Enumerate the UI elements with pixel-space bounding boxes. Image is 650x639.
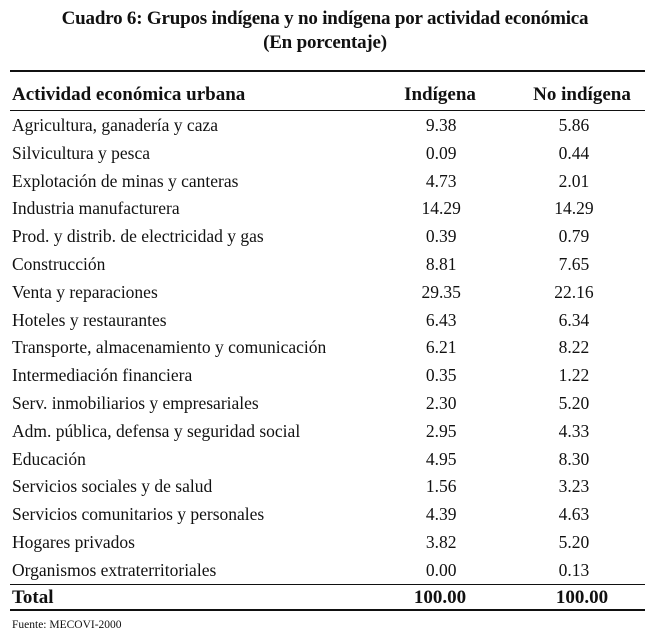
indigenous-cell: 4.73 <box>425 170 457 191</box>
non-indigenous-cell: 7.65 <box>558 253 590 274</box>
table-row <box>10 418 645 446</box>
activity-cell: Servicios sociales y de salud <box>12 476 213 497</box>
non-indigenous-cell: 5.20 <box>558 531 590 552</box>
non-indigenous-cell: 4.63 <box>558 504 590 525</box>
header-indigenous: Indígena <box>404 84 476 105</box>
non-indigenous-cell: 2.01 <box>558 170 590 191</box>
indigenous-cell: 6.43 <box>425 309 457 330</box>
table-title: Cuadro 6: Grupos indígena y no indígena por actividad económica <box>61 8 589 29</box>
activity-cell: Prod. y distrib. de electricidad y gas <box>12 226 264 247</box>
non-indigenous-cell: 6.34 <box>558 309 590 330</box>
top-rule <box>10 70 645 72</box>
table-row <box>10 168 645 196</box>
indigenous-cell: 0.00 <box>425 559 457 580</box>
header-rule <box>10 110 645 111</box>
indigenous-cell: 0.09 <box>425 142 457 163</box>
total-non-indigenous: 100.00 <box>555 587 609 608</box>
header-non-indigenous: No indígena <box>533 84 631 105</box>
non-indigenous-cell: 22.16 <box>554 281 594 302</box>
non-indigenous-cell: 1.22 <box>558 365 590 386</box>
activity-cell: Construcción <box>12 253 106 274</box>
activity-cell: Servicios comunitarios y personales <box>12 504 265 525</box>
table-row <box>10 473 645 501</box>
source-note: Fuente: MECOVI-2000 <box>12 619 122 631</box>
table-row <box>10 140 645 168</box>
indigenous-cell: 0.35 <box>425 365 457 386</box>
indigenous-cell: 3.82 <box>425 531 457 552</box>
activity-cell: Adm. pública, defensa y seguridad social <box>12 420 301 441</box>
indigenous-cell: 8.81 <box>425 253 457 274</box>
indigenous-cell: 2.30 <box>425 392 457 413</box>
activity-cell: Silvicultura y pesca <box>12 142 151 163</box>
non-indigenous-cell: 5.20 <box>558 392 590 413</box>
activity-cell: Agricultura, ganadería y caza <box>12 115 218 135</box>
table-row <box>10 223 645 251</box>
non-indigenous-cell: 14.29 <box>554 198 594 219</box>
table-row <box>10 390 645 418</box>
activity-cell: Educación <box>12 448 86 469</box>
indigenous-cell: 6.21 <box>425 337 457 358</box>
table-subtitle: (En porcentaje) <box>263 32 387 53</box>
table-row <box>10 446 645 474</box>
indigenous-cell: 4.95 <box>425 448 457 469</box>
bottom-rule <box>10 609 645 611</box>
total-rule <box>10 584 645 585</box>
non-indigenous-cell: 8.22 <box>558 337 590 358</box>
non-indigenous-cell: 0.13 <box>558 559 590 580</box>
indigenous-cell: 0.39 <box>425 226 457 247</box>
indigenous-cell: 2.95 <box>425 420 457 441</box>
indigenous-cell: 14.29 <box>421 198 461 219</box>
activity-cell: Hoteles y restaurantes <box>12 309 167 330</box>
table-row <box>10 501 645 529</box>
activity-cell: Explotación de minas y canteras <box>12 170 239 191</box>
total-indigenous: 100.00 <box>413 587 467 608</box>
non-indigenous-cell: 8.30 <box>558 448 590 469</box>
indigenous-cell: 29.35 <box>421 281 461 302</box>
activity-cell: Industria manufacturera <box>12 198 180 219</box>
activity-cell: Hogares privados <box>12 531 135 552</box>
activity-cell: Intermediación financiera <box>12 365 193 386</box>
total-label: Total <box>12 587 54 608</box>
activity-cell: Venta y reparaciones <box>12 281 158 302</box>
table-row <box>10 195 645 223</box>
indigenous-cell: 4.39 <box>425 504 457 525</box>
indigenous-cell: 1.56 <box>425 476 457 497</box>
table-row <box>10 307 645 335</box>
table-body <box>10 112 645 585</box>
data-table <box>10 112 645 585</box>
header-activity: Actividad económica urbana <box>12 84 246 105</box>
indigenous-cell: 9.38 <box>425 115 457 135</box>
non-indigenous-cell: 3.23 <box>558 476 590 497</box>
table-row <box>10 279 645 307</box>
activity-cell: Serv. inmobiliarios y empresariales <box>12 392 259 413</box>
table-row <box>10 112 645 140</box>
table-row <box>10 529 645 557</box>
non-indigenous-cell: 0.79 <box>558 226 590 247</box>
table-row <box>10 251 645 279</box>
non-indigenous-cell: 5.86 <box>558 115 590 135</box>
table-row <box>10 362 645 390</box>
non-indigenous-cell: 4.33 <box>558 420 590 441</box>
activity-cell: Organismos extraterritoriales <box>12 559 217 580</box>
activity-cell: Transporte, almacenamiento y comunicación <box>12 337 327 358</box>
table-row <box>10 557 645 585</box>
non-indigenous-cell: 0.44 <box>558 142 590 163</box>
table-row <box>10 334 645 362</box>
